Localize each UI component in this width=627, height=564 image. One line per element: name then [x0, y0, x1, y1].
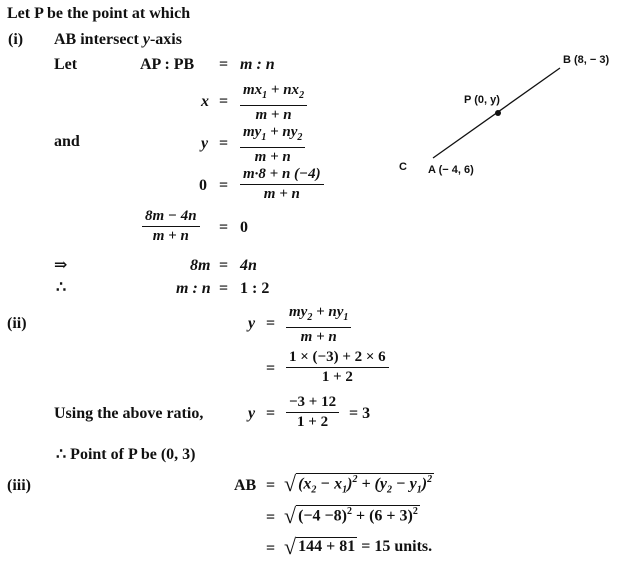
ratio-result-rhs: 1 : 2 [240, 280, 270, 297]
x-formula-numerator: $mx_1 + nx_2$ [240, 82, 307, 106]
y-formula-denominator: m + n [254, 149, 291, 165]
equals-sign: = [219, 56, 229, 73]
y-section-formula [240, 124, 305, 166]
equals-sign: = [266, 509, 276, 526]
implies-symbol: ⇒ [54, 257, 68, 274]
equals-sign: = [219, 177, 229, 194]
point-a-label: A (− 4, 6) [428, 164, 474, 176]
using-ratio-text: Using the above ratio, [54, 405, 204, 422]
and-text: and [54, 133, 80, 150]
y-substitution [286, 349, 389, 386]
point-c-label: C [399, 161, 407, 173]
y-lhs: y [201, 135, 209, 152]
implies-lhs: 8m [190, 257, 211, 274]
zero-lhs: 0 [199, 177, 207, 194]
point-b-label: B (8, − 3) [563, 54, 610, 66]
distance-formula [284, 471, 434, 497]
intro-text: Let P be the point at which [7, 5, 191, 22]
equals-sign: = [266, 477, 276, 494]
distance-lhs: AB [234, 477, 257, 494]
x-zero-numerator: m·8 + n (−4) [240, 166, 324, 185]
distance-result-value: = 15 units. [361, 538, 433, 555]
part-iii-label: (iii) [7, 477, 31, 494]
equals-sign: = [266, 540, 276, 557]
line-segment-diagram [380, 50, 620, 190]
equals-sign: = [219, 257, 229, 274]
ratio-rhs: m : n [240, 56, 275, 73]
y-value-numerator: −3 + 12 [286, 394, 339, 413]
distance-substitution-radicand: $(-4 -8)^2 + (6 + 3)^2$ [298, 505, 418, 524]
equals-sign: = [266, 360, 276, 377]
distance-result-radicand: 144 + 81 [298, 538, 356, 555]
y-formula-ii [286, 304, 351, 346]
y-value-denominator: 1 + 2 [297, 414, 329, 430]
equals-sign: = [266, 405, 276, 422]
distance-substitution [284, 503, 420, 529]
x-zero-denominator: m + n [263, 186, 300, 202]
ratio-lhs: AP : PB [140, 56, 195, 73]
x-lhs: x [201, 93, 209, 110]
equals-sign: = [219, 219, 229, 236]
y-substitution-denominator: 1 + 2 [321, 369, 353, 385]
equals-sign: = [219, 280, 229, 297]
point-p-conclusion: ∴ Point of P be (0, 3) [56, 446, 196, 463]
ratio-fraction [142, 208, 200, 245]
radical-sign: √ [284, 503, 297, 528]
part-ii-label: (ii) [7, 315, 27, 332]
equals-sign: = [219, 135, 229, 152]
equals-sign: = [266, 315, 276, 332]
part-i-label: (i) [8, 31, 24, 48]
implies-rhs: 4n [240, 257, 257, 274]
x-section-formula [240, 82, 307, 124]
y-formula-lhs: y [248, 315, 256, 332]
equals-sign: = [219, 93, 229, 110]
x-formula-denominator: m + n [255, 107, 292, 123]
point-p-dot [495, 110, 501, 116]
y-formula-ii-denominator: m + n [300, 329, 337, 345]
ratio-result-lhs: m : n [176, 280, 211, 297]
part-i-heading: AB intersect y-axis [54, 31, 182, 48]
y-value-fraction [286, 394, 339, 431]
y-formula-ii-numerator: $my_2 + ny_1$ [286, 304, 351, 328]
radical-sign: √ [284, 471, 297, 496]
ratio-fraction-denominator: m + n [152, 228, 189, 244]
using-lhs: y [248, 405, 256, 422]
y-formula-numerator: $my_1 + ny_2$ [240, 124, 305, 148]
y-substitution-numerator: 1 × (−3) + 2 × 6 [286, 349, 389, 368]
ratio-fraction-rhs: 0 [240, 219, 248, 236]
x-zero-substitution [240, 166, 324, 203]
distance-formula-radicand: $(x_2 - x_1)^2 + (y_2 - y_1)^2$ [298, 473, 433, 496]
therefore-symbol: ∴ [56, 279, 67, 296]
radical-sign: √ [284, 534, 297, 559]
y-value-result: = 3 [349, 405, 371, 422]
distance-result [284, 534, 432, 560]
ratio-fraction-numerator: 8m − 4n [142, 208, 200, 227]
point-p-label: P (0, y) [464, 94, 500, 106]
let-text: Let [54, 56, 78, 73]
